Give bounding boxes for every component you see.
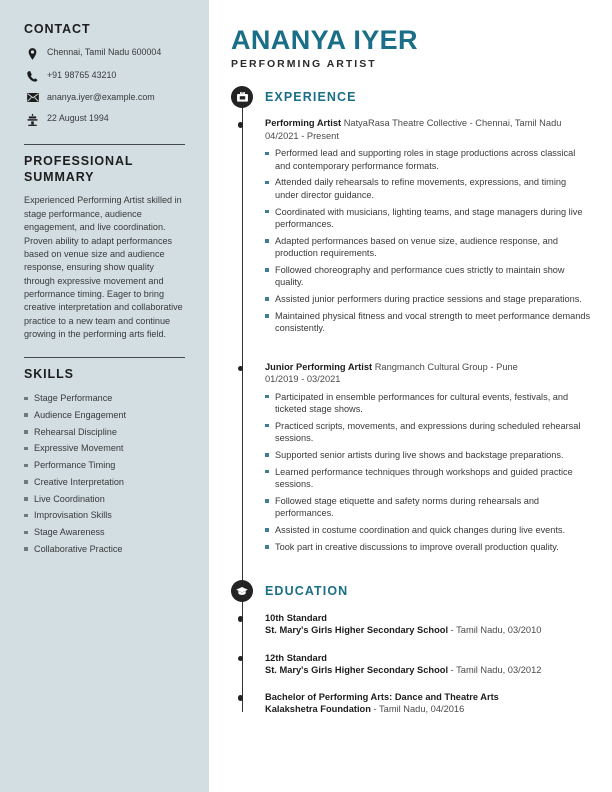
graduation-cap-icon	[231, 580, 253, 602]
location-pin-icon	[24, 48, 41, 60]
list-item: Assisted in costume coordination and quick changes during live events.	[265, 524, 592, 536]
list-item: Stage Performance	[24, 392, 185, 404]
section-header-education	[265, 580, 592, 602]
contact-phone-text: +91 98765 43210	[47, 69, 117, 80]
education-degree: Bachelor of Performing Arts: Dance and Theatre Arts	[265, 692, 499, 703]
page-title: ANANYA IYER	[231, 25, 418, 55]
education-detail: - Tamil Nadu, 03/2012	[448, 664, 542, 675]
education-degree: 10th Standard	[265, 613, 327, 624]
summary-heading: PROFESSIONAL SUMMARY	[24, 154, 134, 184]
experience-company: Rangmanch Cultural Group - Pune	[374, 361, 518, 372]
experience-company: NatyaRasa Theatre Collective - Chennai, Tamil Nadu	[343, 118, 562, 129]
list-item: Performed lead and supporting roles in stage productions across classical and contemporary performance formats.	[265, 147, 592, 172]
experience-role: Performing Artist	[265, 118, 344, 129]
job-title: PERFORMING ARTIST	[231, 58, 377, 71]
contact-heading: CONTACT	[24, 22, 91, 36]
list-item: Expressive Movement	[24, 442, 185, 454]
summary-text: Experienced Performing Artist skilled in stage performance, audience engagement, and live coordination. Proven ability to adapt performances based on venue size and audience response, ensuring show quality through expressive movement and performance timing. Eager to bring creative interpretation and collaborative practice to a new team and continue growing in the performing arts field.	[24, 195, 183, 340]
list-item: Learned performance techniques through workshops and guided practice sessions.	[265, 466, 592, 491]
experience-dates: 04/2021 - Present	[265, 131, 339, 142]
experience-entry	[265, 362, 592, 554]
sidebar	[0, 0, 209, 792]
list-item: Maintained physical fitness and vocal strength to meet performance demands consistently.	[265, 310, 592, 335]
education-school	[265, 624, 592, 636]
experience-bullets	[265, 391, 592, 554]
experience-entry-head	[265, 362, 592, 374]
contact-row-email	[24, 92, 185, 104]
skills-list	[24, 392, 185, 555]
spacer	[265, 348, 592, 362]
list-item: Improvisation Skills	[24, 509, 185, 521]
section-title-experience: EXPERIENCE	[265, 90, 357, 105]
contact-birthday-text: 22 August 1994	[47, 113, 109, 124]
section-title-education: EDUCATION	[265, 584, 349, 599]
experience-bullets	[265, 147, 592, 334]
education-degree: 12th Standard	[265, 652, 327, 663]
list-item: Stage Awareness	[24, 526, 185, 538]
timeline	[231, 86, 592, 715]
list-item: Coordinated with musicians, lighting teams, and stage managers during live performances.	[265, 206, 592, 231]
contact-email-text: ananya.iyer@example.com	[47, 91, 155, 102]
experience-dates: 01/2019 - 03/2021	[265, 374, 341, 385]
contact-row-phone	[24, 70, 185, 82]
education-institution: Kalakshetra Foundation	[265, 704, 371, 715]
education-institution: St. Mary's Girls Higher Secondary School	[265, 625, 449, 636]
education-entry	[265, 652, 592, 677]
contact-row-location	[24, 47, 185, 60]
education-detail: - Tamil Nadu, 03/2010	[448, 625, 542, 636]
list-item: Participated in ensemble performances for cultural events, festivals, and ticketed stage shows.	[265, 391, 592, 416]
divider-skills	[24, 357, 185, 358]
section-header-experience	[265, 86, 592, 108]
education-detail: - Tamil Nadu, 04/2016	[370, 704, 465, 715]
list-item: Took part in creative discussions to improve overall production quality.	[265, 541, 592, 553]
list-item: Creative Interpretation	[24, 476, 185, 488]
contact-location-text: Chennai, Tamil Nadu 600004	[47, 46, 162, 57]
list-item: Collaborative Practice	[24, 543, 185, 555]
education-entry	[265, 691, 592, 716]
list-item: Live Coordination	[24, 493, 185, 505]
list-item: Supported senior artists during live shows and backstage preparations.	[265, 449, 592, 461]
contact-list	[24, 47, 185, 127]
list-item: Audience Engagement	[24, 409, 185, 421]
main-content	[209, 0, 612, 792]
envelope-icon	[24, 93, 41, 102]
list-item: Rehearsal Discipline	[24, 426, 185, 438]
skills-heading: SKILLS	[24, 367, 74, 382]
spacer	[265, 566, 592, 580]
list-item: Performance Timing	[24, 459, 185, 471]
education-entry	[265, 612, 592, 637]
divider-summary	[24, 144, 185, 145]
list-item: Assisted junior performers during practice sessions and stage preparations.	[265, 293, 592, 305]
birthday-icon	[24, 114, 41, 126]
experience-role: Junior Performing Artist	[265, 361, 375, 372]
briefcase-icon	[231, 86, 253, 108]
list-item: Attended daily rehearsals to refine movements, expressions, and timing under director guidance.	[265, 176, 592, 201]
list-item: Followed stage etiquette and safety norms during rehearsals and performances.	[265, 495, 592, 520]
education-school	[265, 703, 592, 715]
list-item: Adapted performances based on venue size, audience response, and production requirements.	[265, 235, 592, 260]
experience-entry-head	[265, 118, 592, 130]
experience-entry	[265, 118, 592, 334]
list-item: Practiced scripts, movements, and expressions during scheduled rehearsal sessions.	[265, 420, 592, 445]
education-school	[265, 664, 592, 676]
education-institution: St. Mary's Girls Higher Secondary School	[265, 664, 449, 675]
contact-row-birthday	[24, 113, 185, 126]
list-item: Followed choreography and performance cues strictly to maintain show quality.	[265, 264, 592, 289]
phone-icon	[24, 71, 41, 82]
